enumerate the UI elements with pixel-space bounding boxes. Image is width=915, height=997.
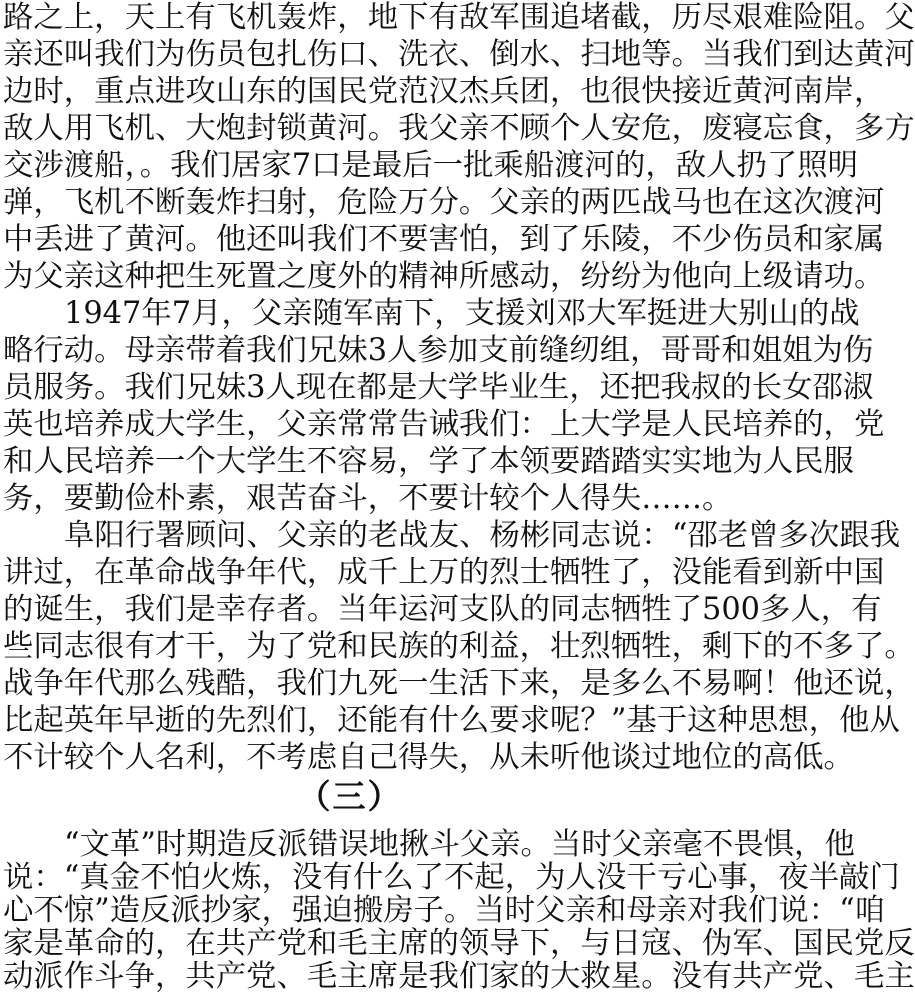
text-line: 些同志很有才干，为了党和民族的利益，壮烈牺牲，剩下的不多了。	[3, 629, 915, 664]
text-line: 英也培养成大学生，父亲常常告诫我们：上大学是人民培养的，党	[3, 407, 885, 442]
text-line: 交涉渡船，。我们居家7口是最后一批乘船渡河的，敌人扔了照明	[3, 148, 859, 183]
text-line: 中丢进了黄河。他还叫我们不要害怕，到了乐陵，不少伤员和家属	[3, 222, 885, 257]
text-line: 弹，飞机不断轰炸扫射，危险万分。父亲的两匹战马也在这次渡河	[3, 185, 885, 220]
text-line: 讲过，在革命战争年代，成千上万的烈士牺牲了，没能看到新中国	[3, 555, 885, 590]
text-line: 的诞生，我们是幸存者。当年运河支队的同志牺牲了500多人，有	[3, 592, 882, 627]
text-line: 略行动。母亲带着我们兄妹3人参加支前缝纫组，哥哥和姐姐为伤	[3, 333, 874, 368]
text-line: 说：“真金不怕火炼，没有什么了不起，为人没干亏心事，夜半敲门	[3, 860, 900, 895]
text-line: 为父亲这种把生死置之度外的精神所感动，纷纷为他向上级请功。	[3, 259, 885, 294]
text-line: 务，要勤俭朴素，艰苦奋斗，不要计较个人得失……。	[3, 481, 733, 516]
text-line: 家是革命的，在共产党和毛主席的领导下，与日寇、伪军、国民党反	[3, 926, 915, 961]
text-line: 战争年代那么残酷，我们九死一生活下来，是多么不易啊！他还说，	[3, 666, 915, 701]
text-line: 路之上，天上有飞机轰炸，地下有敌军围追堵截，历尽艰难险阻。父	[3, 0, 915, 35]
text-line: 动派作斗争，共产党、毛主席是我们家的大救星。没有共产党、毛主	[3, 959, 915, 994]
text-line: 和人民培养一个大学生不容易，学了本领要踏踏实实地为人民服	[3, 444, 854, 479]
text-line: “文革”时期造反派错误地揪斗父亲。当时父亲毫不畏惧，他	[64, 827, 855, 862]
text-line: 1947年7月，父亲随军南下，支援刘邓大军挺进大别山的战	[64, 296, 860, 331]
text-line: 心不惊”造反派抄家，强迫搬房子。当时父亲和母亲对我们说：“咱	[3, 893, 886, 928]
section-heading: （三）	[297, 777, 403, 816]
text-line: 比起英年早逝的先烈们，还能有什么要求呢？”基于这种思想，他从	[3, 703, 900, 738]
text-line: 员服务。我们兄妹3人现在都是大学毕业生，还把我叔的长女邵淑	[3, 370, 874, 405]
text-line: 敌人用飞机、大炮封锁黄河。我父亲不顾个人安危，废寝忘食，多方	[3, 111, 915, 146]
text-line: 亲还叫我们为伤员包扎伤口、洗衣、倒水、扫地等。当我们到达黄河	[3, 37, 915, 72]
text-line: 边时，重点进攻山东的国民党范汉杰兵团，也很快接近黄河南岸，	[3, 74, 885, 109]
text-line: 阜阳行署顾问、父亲的老战友、杨彬同志说：“邵老曾多次跟我	[64, 518, 901, 553]
text-line: 不计较个人名利，不考虑自己得失，从未听他谈过地位的高低。	[3, 740, 854, 775]
